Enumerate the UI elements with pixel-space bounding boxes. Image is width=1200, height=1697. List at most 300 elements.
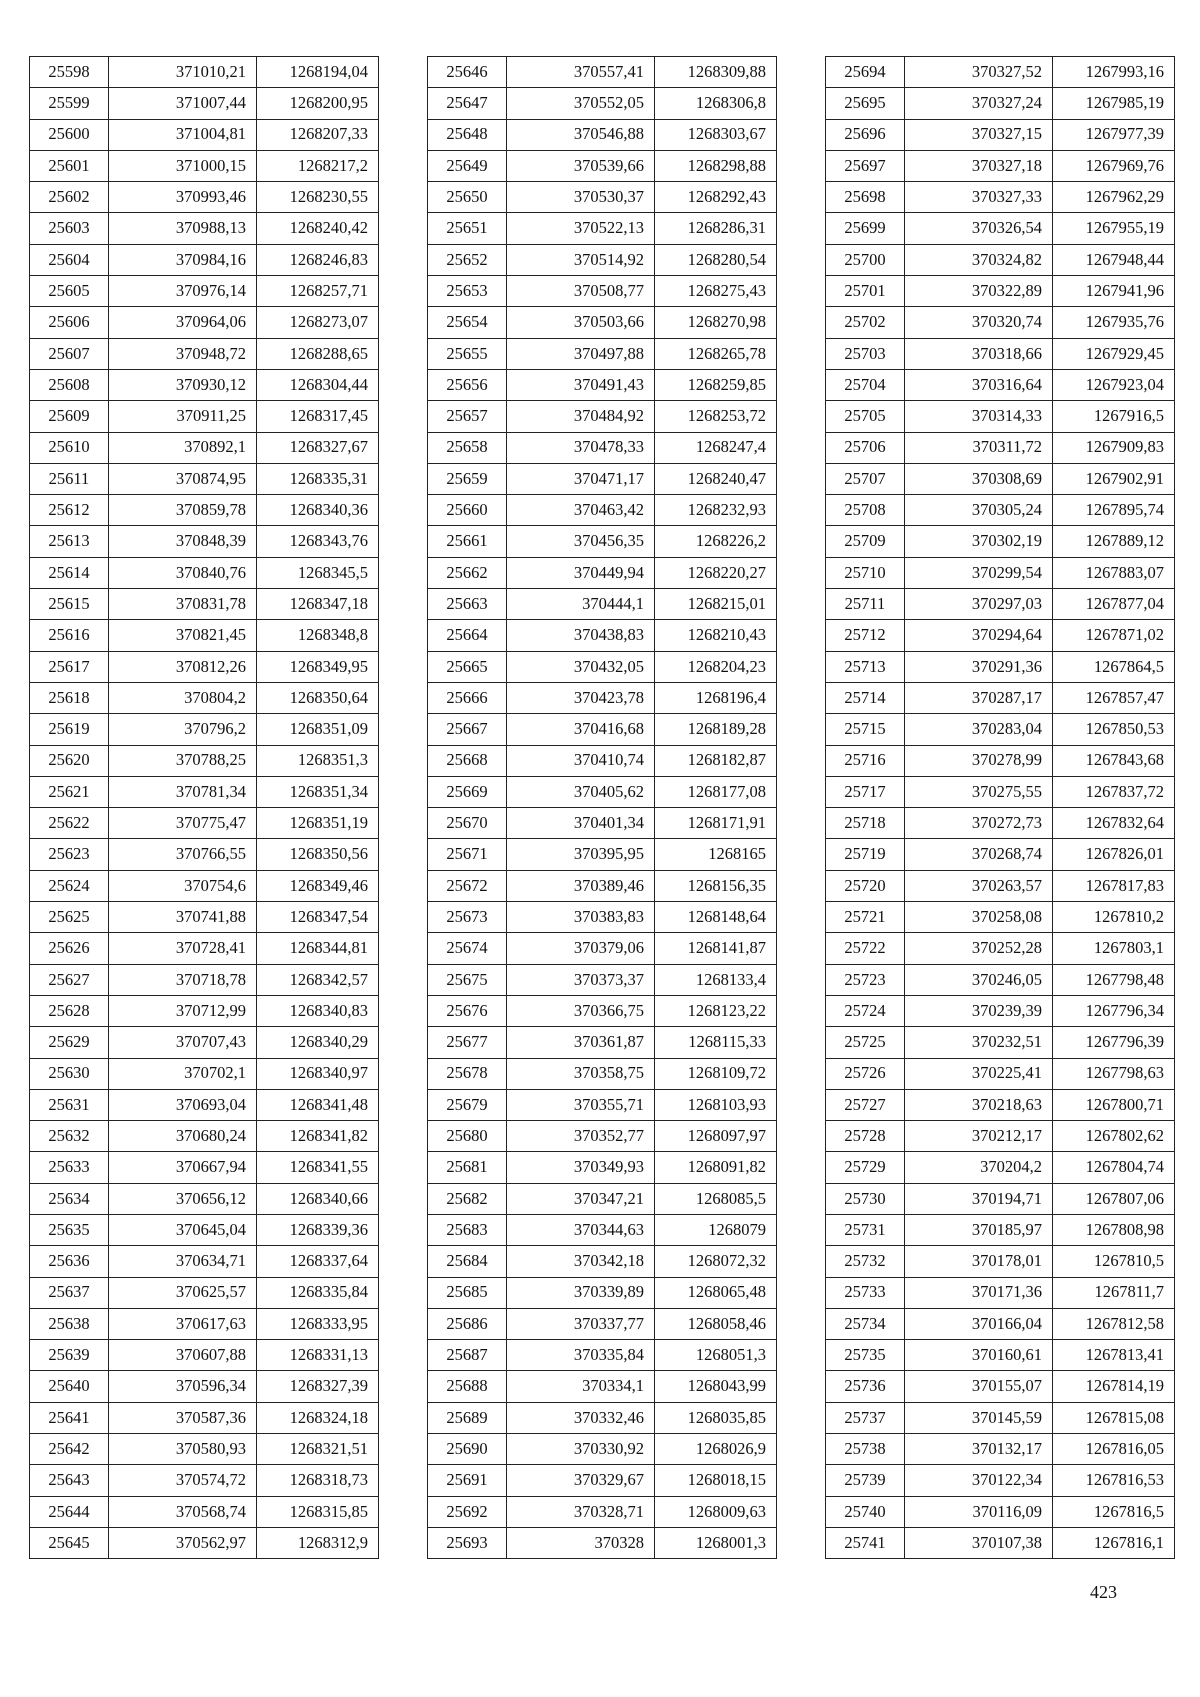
point-number-cell: 25667 <box>428 714 507 745</box>
point-number-cell: 25685 <box>428 1277 507 1308</box>
table-row <box>428 1058 777 1089</box>
y-coordinate-cell: 1268009,63 <box>655 1496 777 1527</box>
y-coordinate-cell: 1268051,3 <box>655 1340 777 1371</box>
point-number-cell: 25704 <box>826 369 905 400</box>
point-number-cell: 25719 <box>826 839 905 870</box>
y-coordinate-cell: 1268315,85 <box>257 1496 379 1527</box>
table-row <box>30 1214 379 1245</box>
x-coordinate-cell: 370107,38 <box>905 1527 1053 1558</box>
y-coordinate-cell: 1267808,98 <box>1053 1214 1175 1245</box>
y-coordinate-cell: 1268309,88 <box>655 57 777 88</box>
y-coordinate-cell: 1267857,47 <box>1053 682 1175 713</box>
x-coordinate-cell: 370964,06 <box>109 307 257 338</box>
y-coordinate-cell: 1268171,91 <box>655 808 777 839</box>
y-coordinate-cell: 1267902,91 <box>1053 463 1175 494</box>
x-coordinate-cell: 370347,21 <box>507 1183 655 1214</box>
coordinates-table-2 <box>427 56 777 1559</box>
table-row <box>428 1527 777 1558</box>
point-number-cell: 25731 <box>826 1214 905 1245</box>
y-coordinate-cell: 1268321,51 <box>257 1434 379 1465</box>
table-row <box>30 1246 379 1277</box>
x-coordinate-cell: 370272,73 <box>905 808 1053 839</box>
point-number-cell: 25697 <box>826 150 905 181</box>
point-number-cell: 25709 <box>826 526 905 557</box>
table-row <box>826 463 1175 494</box>
x-coordinate-cell: 370218,63 <box>905 1089 1053 1120</box>
table-row <box>30 1152 379 1183</box>
point-number-cell: 25741 <box>826 1527 905 1558</box>
point-number-cell: 25603 <box>30 213 109 244</box>
x-coordinate-cell: 370383,83 <box>507 902 655 933</box>
point-number-cell: 25655 <box>428 338 507 369</box>
point-number-cell: 25673 <box>428 902 507 933</box>
table-row <box>30 1340 379 1371</box>
y-coordinate-cell: 1267864,5 <box>1053 651 1175 682</box>
table-row <box>30 526 379 557</box>
table-row <box>30 213 379 244</box>
y-coordinate-cell: 1268148,64 <box>655 902 777 933</box>
point-number-cell: 25726 <box>826 1058 905 1089</box>
table-row <box>826 1121 1175 1152</box>
y-coordinate-cell: 1268343,76 <box>257 526 379 557</box>
point-number-cell: 25696 <box>826 119 905 150</box>
table-row <box>826 557 1175 588</box>
x-coordinate-cell: 370311,72 <box>905 432 1053 463</box>
x-coordinate-cell: 370988,13 <box>109 213 257 244</box>
point-number-cell: 25713 <box>826 651 905 682</box>
table-row <box>826 1434 1175 1465</box>
x-coordinate-cell: 370456,35 <box>507 526 655 557</box>
point-number-cell: 25715 <box>826 714 905 745</box>
x-coordinate-cell: 370329,67 <box>507 1465 655 1496</box>
table-row <box>826 995 1175 1026</box>
table-row <box>826 57 1175 88</box>
x-coordinate-cell: 370185,97 <box>905 1214 1053 1245</box>
x-coordinate-cell: 370522,13 <box>507 213 655 244</box>
y-coordinate-cell: 1268115,33 <box>655 1027 777 1058</box>
point-number-cell: 25691 <box>428 1465 507 1496</box>
point-number-cell: 25690 <box>428 1434 507 1465</box>
x-coordinate-cell: 370275,55 <box>905 776 1053 807</box>
y-coordinate-cell: 1268035,85 <box>655 1402 777 1433</box>
y-coordinate-cell: 1268058,46 <box>655 1308 777 1339</box>
point-number-cell: 25661 <box>428 526 507 557</box>
y-coordinate-cell: 1268340,29 <box>257 1027 379 1058</box>
x-coordinate-cell: 370320,74 <box>905 307 1053 338</box>
x-coordinate-cell: 371000,15 <box>109 150 257 181</box>
table-row <box>30 995 379 1026</box>
y-coordinate-cell: 1268232,93 <box>655 495 777 526</box>
table-row <box>30 495 379 526</box>
point-number-cell: 25665 <box>428 651 507 682</box>
table-row <box>30 1089 379 1120</box>
y-coordinate-cell: 1268351,34 <box>257 776 379 807</box>
point-number-cell: 25737 <box>826 1402 905 1433</box>
x-coordinate-cell: 370316,64 <box>905 369 1053 400</box>
y-coordinate-cell: 1267916,5 <box>1053 401 1175 432</box>
point-number-cell: 25736 <box>826 1371 905 1402</box>
y-coordinate-cell: 1268331,13 <box>257 1340 379 1371</box>
table-row <box>826 401 1175 432</box>
x-coordinate-cell: 370444,1 <box>507 589 655 620</box>
point-number-cell: 25607 <box>30 338 109 369</box>
y-coordinate-cell: 1267812,58 <box>1053 1308 1175 1339</box>
table-row <box>30 1183 379 1214</box>
x-coordinate-cell: 370438,83 <box>507 620 655 651</box>
point-number-cell: 25687 <box>428 1340 507 1371</box>
table-row <box>30 432 379 463</box>
point-number-cell: 25632 <box>30 1121 109 1152</box>
x-coordinate-cell: 370804,2 <box>109 682 257 713</box>
x-coordinate-cell: 370302,19 <box>905 526 1053 557</box>
x-coordinate-cell: 370327,15 <box>905 119 1053 150</box>
table-row <box>428 432 777 463</box>
y-coordinate-cell: 1267843,68 <box>1053 745 1175 776</box>
point-number-cell: 25640 <box>30 1371 109 1402</box>
y-coordinate-cell: 1268345,5 <box>257 557 379 588</box>
table-row <box>826 808 1175 839</box>
y-coordinate-cell: 1268335,84 <box>257 1277 379 1308</box>
x-coordinate-cell: 370318,66 <box>905 338 1053 369</box>
table-row <box>428 1340 777 1371</box>
point-number-cell: 25664 <box>428 620 507 651</box>
x-coordinate-cell: 370232,51 <box>905 1027 1053 1058</box>
point-number-cell: 25683 <box>428 1214 507 1245</box>
x-coordinate-cell: 370178,01 <box>905 1246 1053 1277</box>
y-coordinate-cell: 1268043,99 <box>655 1371 777 1402</box>
x-coordinate-cell: 370327,52 <box>905 57 1053 88</box>
y-coordinate-cell: 1268351,09 <box>257 714 379 745</box>
x-coordinate-cell: 371007,44 <box>109 88 257 119</box>
y-coordinate-cell: 1268091,82 <box>655 1152 777 1183</box>
table-row <box>428 902 777 933</box>
point-number-cell: 25628 <box>30 995 109 1026</box>
table-row <box>428 244 777 275</box>
y-coordinate-cell: 1268265,78 <box>655 338 777 369</box>
point-number-cell: 25672 <box>428 870 507 901</box>
x-coordinate-cell: 370326,54 <box>905 213 1053 244</box>
y-coordinate-cell: 1267815,08 <box>1053 1402 1175 1433</box>
table-row <box>30 182 379 213</box>
table-row <box>826 1214 1175 1245</box>
x-coordinate-cell: 370546,88 <box>507 119 655 150</box>
x-coordinate-cell: 370132,17 <box>905 1434 1053 1465</box>
x-coordinate-cell: 370342,18 <box>507 1246 655 1277</box>
x-coordinate-cell: 370155,07 <box>905 1371 1053 1402</box>
table-row <box>826 1152 1175 1183</box>
point-number-cell: 25729 <box>826 1152 905 1183</box>
table-row <box>428 369 777 400</box>
point-number-cell: 25616 <box>30 620 109 651</box>
x-coordinate-cell: 370212,17 <box>905 1121 1053 1152</box>
y-coordinate-cell: 1268072,32 <box>655 1246 777 1277</box>
x-coordinate-cell: 370263,57 <box>905 870 1053 901</box>
table-row <box>826 369 1175 400</box>
point-number-cell: 25644 <box>30 1496 109 1527</box>
point-number-cell: 25688 <box>428 1371 507 1402</box>
y-coordinate-cell: 1268340,83 <box>257 995 379 1026</box>
x-coordinate-cell: 370580,93 <box>109 1434 257 1465</box>
x-coordinate-cell: 370463,42 <box>507 495 655 526</box>
table-row <box>30 682 379 713</box>
point-number-cell: 25618 <box>30 682 109 713</box>
x-coordinate-cell: 370625,57 <box>109 1277 257 1308</box>
x-coordinate-cell: 370389,46 <box>507 870 655 901</box>
x-coordinate-cell: 370788,25 <box>109 745 257 776</box>
table-row <box>826 714 1175 745</box>
x-coordinate-cell: 370796,2 <box>109 714 257 745</box>
table-row <box>826 182 1175 213</box>
table-row <box>826 902 1175 933</box>
y-coordinate-cell: 1268200,95 <box>257 88 379 119</box>
y-coordinate-cell: 1268226,2 <box>655 526 777 557</box>
y-coordinate-cell: 1267941,96 <box>1053 276 1175 307</box>
point-number-cell: 25735 <box>826 1340 905 1371</box>
table-row <box>428 620 777 651</box>
y-coordinate-cell: 1267977,39 <box>1053 119 1175 150</box>
table-row <box>428 714 777 745</box>
x-coordinate-cell: 370278,99 <box>905 745 1053 776</box>
point-number-cell: 25693 <box>428 1527 507 1558</box>
y-coordinate-cell: 1268303,67 <box>655 119 777 150</box>
x-coordinate-cell: 370587,36 <box>109 1402 257 1433</box>
y-coordinate-cell: 1268097,97 <box>655 1121 777 1152</box>
y-coordinate-cell: 1267817,83 <box>1053 870 1175 901</box>
table-row <box>428 1214 777 1245</box>
point-number-cell: 25714 <box>826 682 905 713</box>
point-number-cell: 25659 <box>428 463 507 494</box>
coordinates-table-1 <box>29 56 379 1559</box>
y-coordinate-cell: 1268103,93 <box>655 1089 777 1120</box>
point-number-cell: 25660 <box>428 495 507 526</box>
x-coordinate-cell: 370617,63 <box>109 1308 257 1339</box>
table-row <box>30 244 379 275</box>
x-coordinate-cell: 370145,59 <box>905 1402 1053 1433</box>
point-number-cell: 25611 <box>30 463 109 494</box>
y-coordinate-cell: 1267969,76 <box>1053 150 1175 181</box>
x-coordinate-cell: 370355,71 <box>507 1089 655 1120</box>
point-number-cell: 25651 <box>428 213 507 244</box>
table-row <box>30 776 379 807</box>
point-number-cell: 25663 <box>428 589 507 620</box>
y-coordinate-cell: 1267802,62 <box>1053 1121 1175 1152</box>
y-coordinate-cell: 1267810,2 <box>1053 902 1175 933</box>
point-number-cell: 25682 <box>428 1183 507 1214</box>
table-row <box>428 870 777 901</box>
y-coordinate-cell: 1268210,43 <box>655 620 777 651</box>
table-row <box>826 276 1175 307</box>
table-row <box>428 88 777 119</box>
x-coordinate-cell: 370349,93 <box>507 1152 655 1183</box>
y-coordinate-cell: 1268109,72 <box>655 1058 777 1089</box>
x-coordinate-cell: 370680,24 <box>109 1121 257 1152</box>
y-coordinate-cell: 1267803,1 <box>1053 933 1175 964</box>
table-row <box>826 1027 1175 1058</box>
y-coordinate-cell: 1268280,54 <box>655 244 777 275</box>
x-coordinate-cell: 370328 <box>507 1527 655 1558</box>
y-coordinate-cell: 1268327,39 <box>257 1371 379 1402</box>
point-number-cell: 25705 <box>826 401 905 432</box>
table-row <box>30 1058 379 1089</box>
point-number-cell: 25657 <box>428 401 507 432</box>
y-coordinate-cell: 1267798,48 <box>1053 964 1175 995</box>
y-coordinate-cell: 1268240,47 <box>655 463 777 494</box>
point-number-cell: 25625 <box>30 902 109 933</box>
y-coordinate-cell: 1268288,65 <box>257 338 379 369</box>
x-coordinate-cell: 370508,77 <box>507 276 655 307</box>
point-number-cell: 25701 <box>826 276 905 307</box>
y-coordinate-cell: 1268215,01 <box>655 589 777 620</box>
table-row <box>826 150 1175 181</box>
point-number-cell: 25681 <box>428 1152 507 1183</box>
y-coordinate-cell: 1267871,02 <box>1053 620 1175 651</box>
y-coordinate-cell: 1267811,7 <box>1053 1277 1175 1308</box>
y-coordinate-cell: 1268347,54 <box>257 902 379 933</box>
x-coordinate-cell: 370171,36 <box>905 1277 1053 1308</box>
y-coordinate-cell: 1268133,4 <box>655 964 777 995</box>
y-coordinate-cell: 1267948,44 <box>1053 244 1175 275</box>
x-coordinate-cell: 370718,78 <box>109 964 257 995</box>
table-row <box>30 1527 379 1558</box>
point-number-cell: 25694 <box>826 57 905 88</box>
y-coordinate-cell: 1267813,41 <box>1053 1340 1175 1371</box>
table-row <box>428 526 777 557</box>
x-coordinate-cell: 370976,14 <box>109 276 257 307</box>
y-coordinate-cell: 1268351,19 <box>257 808 379 839</box>
y-coordinate-cell: 1268018,15 <box>655 1465 777 1496</box>
table-row <box>826 1340 1175 1371</box>
x-coordinate-cell: 370239,39 <box>905 995 1053 1026</box>
point-number-cell: 25708 <box>826 495 905 526</box>
x-coordinate-cell: 370268,74 <box>905 839 1053 870</box>
y-coordinate-cell: 1268001,3 <box>655 1527 777 1558</box>
table-row <box>826 119 1175 150</box>
table-row <box>30 401 379 432</box>
point-number-cell: 25636 <box>30 1246 109 1277</box>
y-coordinate-cell: 1268348,8 <box>257 620 379 651</box>
y-coordinate-cell: 1268189,28 <box>655 714 777 745</box>
x-coordinate-cell: 370297,03 <box>905 589 1053 620</box>
x-coordinate-cell: 370503,66 <box>507 307 655 338</box>
table-row <box>30 839 379 870</box>
point-number-cell: 25649 <box>428 150 507 181</box>
table-row <box>826 1058 1175 1089</box>
x-coordinate-cell: 370287,17 <box>905 682 1053 713</box>
x-coordinate-cell: 370449,94 <box>507 557 655 588</box>
point-number-cell: 25730 <box>826 1183 905 1214</box>
point-number-cell: 25643 <box>30 1465 109 1496</box>
point-number-cell: 25677 <box>428 1027 507 1058</box>
x-coordinate-cell: 370116,09 <box>905 1496 1053 1527</box>
y-coordinate-cell: 1267796,39 <box>1053 1027 1175 1058</box>
point-number-cell: 25733 <box>826 1277 905 1308</box>
y-coordinate-cell: 1267807,06 <box>1053 1183 1175 1214</box>
point-number-cell: 25629 <box>30 1027 109 1058</box>
point-number-cell: 25698 <box>826 182 905 213</box>
point-number-cell: 25707 <box>826 463 905 494</box>
point-number-cell: 25631 <box>30 1089 109 1120</box>
x-coordinate-cell: 370225,41 <box>905 1058 1053 1089</box>
point-number-cell: 25716 <box>826 745 905 776</box>
point-number-cell: 25689 <box>428 1402 507 1433</box>
point-number-cell: 25630 <box>30 1058 109 1089</box>
x-coordinate-cell: 370299,54 <box>905 557 1053 588</box>
y-coordinate-cell: 1268339,36 <box>257 1214 379 1245</box>
y-coordinate-cell: 1268220,27 <box>655 557 777 588</box>
y-coordinate-cell: 1267816,05 <box>1053 1434 1175 1465</box>
y-coordinate-cell: 1267985,19 <box>1053 88 1175 119</box>
x-coordinate-cell: 370478,33 <box>507 432 655 463</box>
point-number-cell: 25725 <box>826 1027 905 1058</box>
table-row <box>826 776 1175 807</box>
x-coordinate-cell: 370539,66 <box>507 150 655 181</box>
point-number-cell: 25614 <box>30 557 109 588</box>
y-coordinate-cell: 1268246,83 <box>257 244 379 275</box>
point-number-cell: 25703 <box>826 338 905 369</box>
table-row <box>428 338 777 369</box>
point-number-cell: 25738 <box>826 1434 905 1465</box>
point-number-cell: 25702 <box>826 307 905 338</box>
x-coordinate-cell: 370337,77 <box>507 1308 655 1339</box>
y-coordinate-cell: 1268324,18 <box>257 1402 379 1433</box>
y-coordinate-cell: 1268182,87 <box>655 745 777 776</box>
x-coordinate-cell: 370514,92 <box>507 244 655 275</box>
table-row <box>428 213 777 244</box>
x-coordinate-cell: 370308,69 <box>905 463 1053 494</box>
y-coordinate-cell: 1268240,42 <box>257 213 379 244</box>
point-number-cell: 25740 <box>826 1496 905 1527</box>
point-number-cell: 25610 <box>30 432 109 463</box>
x-coordinate-cell: 370401,34 <box>507 808 655 839</box>
y-coordinate-cell: 1267877,04 <box>1053 589 1175 620</box>
y-coordinate-cell: 1268217,2 <box>257 150 379 181</box>
y-coordinate-cell: 1267883,07 <box>1053 557 1175 588</box>
table-row <box>30 745 379 776</box>
point-number-cell: 25686 <box>428 1308 507 1339</box>
y-coordinate-cell: 1268196,4 <box>655 682 777 713</box>
table-row <box>30 338 379 369</box>
table-row <box>826 244 1175 275</box>
point-number-cell: 25641 <box>30 1402 109 1433</box>
x-coordinate-cell: 370754,6 <box>109 870 257 901</box>
table-row <box>428 995 777 1026</box>
table-row <box>428 401 777 432</box>
y-coordinate-cell: 1268344,81 <box>257 933 379 964</box>
point-number-cell: 25599 <box>30 88 109 119</box>
point-number-cell: 25675 <box>428 964 507 995</box>
point-number-cell: 25620 <box>30 745 109 776</box>
point-number-cell: 25642 <box>30 1434 109 1465</box>
table-row <box>30 57 379 88</box>
y-coordinate-cell: 1268335,31 <box>257 463 379 494</box>
y-coordinate-cell: 1268350,56 <box>257 839 379 870</box>
x-coordinate-cell: 370283,04 <box>905 714 1053 745</box>
table-row <box>826 1308 1175 1339</box>
point-number-cell: 25600 <box>30 119 109 150</box>
point-number-cell: 25739 <box>826 1465 905 1496</box>
x-coordinate-cell: 370324,82 <box>905 244 1053 275</box>
y-coordinate-cell: 1267804,74 <box>1053 1152 1175 1183</box>
table-row <box>428 276 777 307</box>
point-number-cell: 25692 <box>428 1496 507 1527</box>
y-coordinate-cell: 1268337,64 <box>257 1246 379 1277</box>
x-coordinate-cell: 370405,62 <box>507 776 655 807</box>
point-number-cell: 25627 <box>30 964 109 995</box>
point-number-cell: 25621 <box>30 776 109 807</box>
table-row <box>428 933 777 964</box>
x-coordinate-cell: 370552,05 <box>507 88 655 119</box>
table-row <box>826 964 1175 995</box>
